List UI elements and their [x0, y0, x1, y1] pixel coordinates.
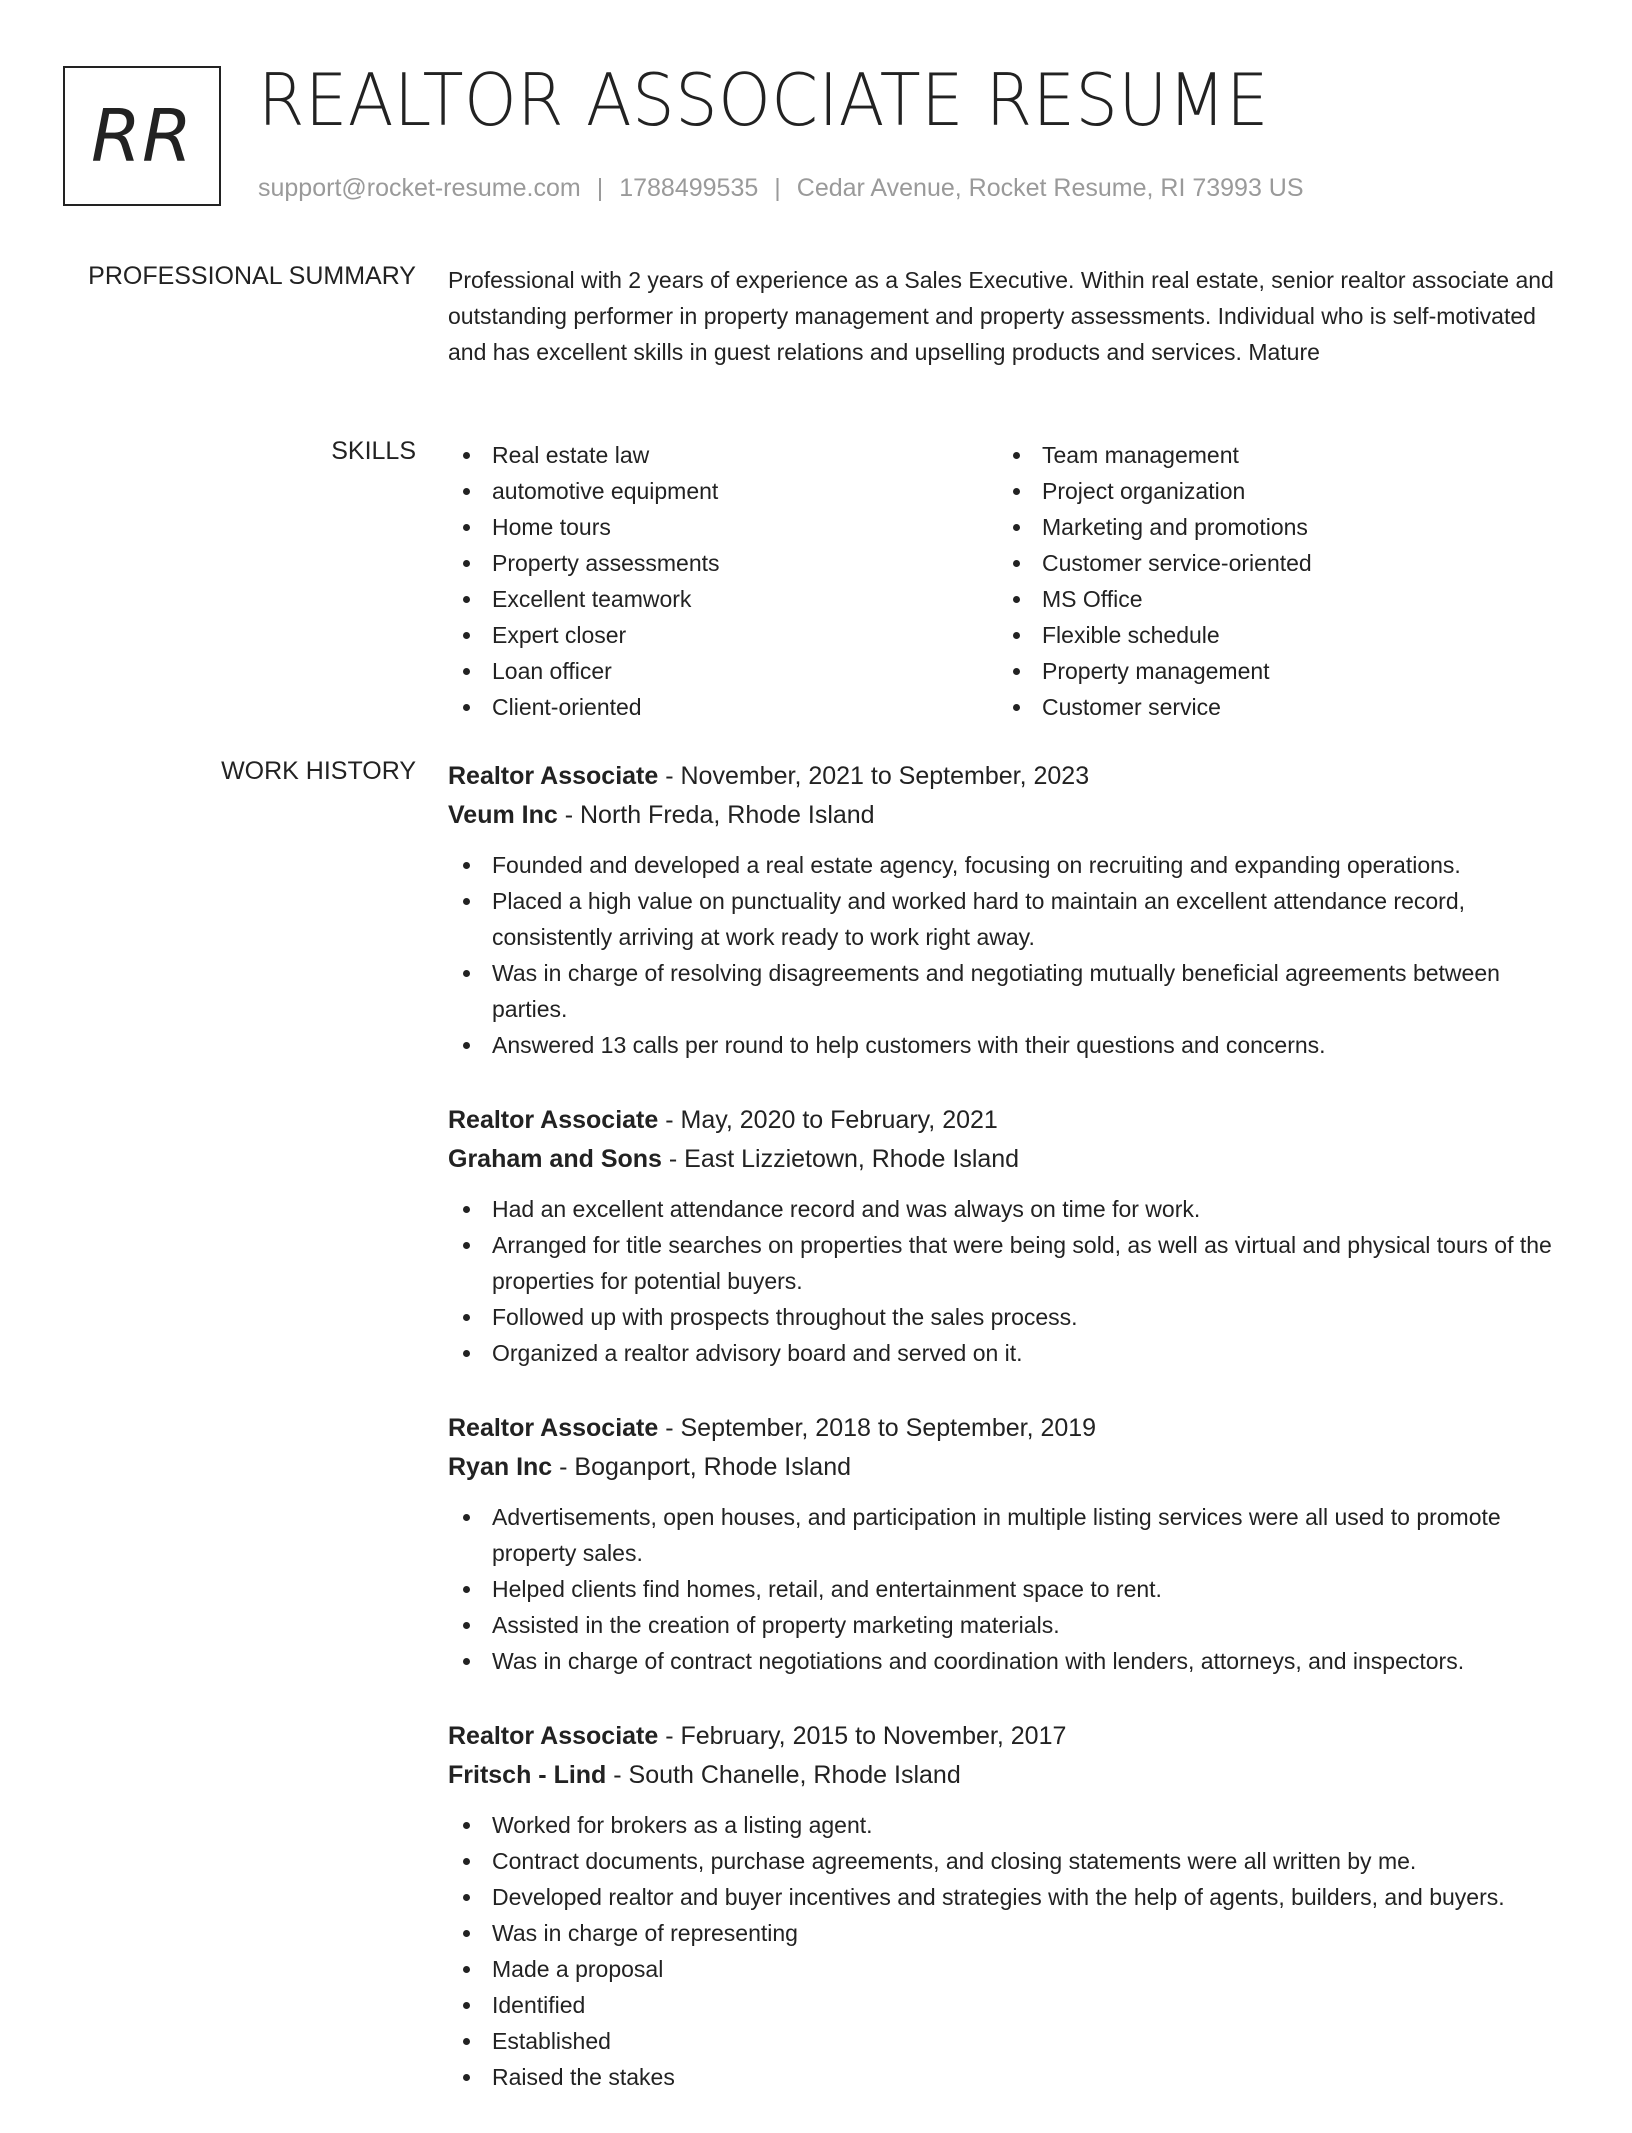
job-bullet: Assisted in the creation of property marketing materials. — [448, 1607, 1558, 1643]
summary-text: Professional with 2 years of experience as a Sales Executive. Within real estate, senior realtor associate and outstanding performer in property management and property assessments. Individual who is self-motivated and has excellent skills in guest relations and upselling products and services. Mature — [448, 267, 1554, 365]
skills-column-left — [448, 437, 998, 725]
job-location: - Boganport, Rhode Island — [552, 1453, 852, 1481]
job-title-line — [448, 1717, 1558, 1756]
job-company-line — [448, 1448, 1558, 1487]
job-bullet: Advertisements, open houses, and participation in multiple listing services were all used to promote property sales. — [448, 1499, 1558, 1571]
job-bullet: Answered 13 calls per round to help customers with their questions and concerns. — [448, 1027, 1558, 1063]
job-title-line — [448, 1101, 1558, 1140]
job-dates: - May, 2020 to February, 2021 — [658, 1106, 998, 1134]
skill-item: Customer service-oriented — [998, 545, 1548, 581]
job-location: - East Lizzietown, Rhode Island — [661, 1145, 1020, 1173]
job-title: Realtor Associate — [448, 1106, 659, 1134]
job-bullet: Had an excellent attendance record and was always on time for work. — [448, 1191, 1558, 1227]
job-dates: - February, 2015 to November, 2017 — [658, 1722, 1067, 1750]
skill-item: Home tours — [448, 509, 998, 545]
job-bullet: Contract documents, purchase agreements, and closing statements were all written by me. — [448, 1843, 1558, 1879]
skill-item: Real estate law — [448, 437, 998, 473]
resume-title: REALTOR ASSOCIATE RESUME — [258, 58, 1269, 142]
job-bullet: Raised the stakes — [448, 2059, 1558, 2095]
job-bullet: Developed realtor and buyer incentives and strategies with the help of agents, builders, and buyers. — [448, 1879, 1558, 1915]
contact-line — [258, 174, 1304, 203]
skill-item: Client-oriented — [448, 689, 998, 725]
job-location: - South Chanelle, Rhode Island — [606, 1761, 961, 1789]
job-company: Veum Inc — [448, 801, 558, 829]
job-bullets — [448, 847, 1558, 1063]
job-bullet: Identified — [448, 1987, 1558, 2023]
job-entry — [448, 1101, 1558, 1371]
job-company: Ryan Inc — [448, 1453, 553, 1481]
contact-email: support@rocket-resume.com — [258, 174, 581, 202]
skills-heading: SKILLS — [331, 437, 416, 465]
skill-item: Marketing and promotions — [998, 509, 1548, 545]
skill-item: Property management — [998, 653, 1548, 689]
monogram-badge — [63, 66, 221, 206]
job-bullet: Was in charge of contract negotiations and coordination with lenders, attorneys, and inspectors. — [448, 1643, 1558, 1679]
job-bullet: Made a proposal — [448, 1951, 1558, 1987]
skill-item: Loan officer — [448, 653, 998, 689]
job-bullet: Established — [448, 2023, 1558, 2059]
job-bullet: Founded and developed a real estate agency, focusing on recruiting and expanding operations. — [448, 847, 1558, 883]
job-dates: - November, 2021 to September, 2023 — [658, 762, 1090, 790]
skill-item: Team management — [998, 437, 1548, 473]
job-bullets — [448, 1807, 1558, 2095]
skill-item: Property assessments — [448, 545, 998, 581]
job-title-line — [448, 757, 1558, 796]
skill-item: MS Office — [998, 581, 1548, 617]
job-bullet: Helped clients find homes, retail, and entertainment space to rent. — [448, 1571, 1558, 1607]
skill-item: Project organization — [998, 473, 1548, 509]
job-bullet: Followed up with prospects throughout the sales process. — [448, 1299, 1558, 1335]
skills-column-right — [998, 437, 1548, 725]
job-bullet: Worked for brokers as a listing agent. — [448, 1807, 1558, 1843]
job-bullet: Was in charge of representing — [448, 1915, 1558, 1951]
job-dates: - September, 2018 to September, 2019 — [658, 1414, 1097, 1442]
job-location: - North Freda, Rhode Island — [557, 801, 875, 829]
summary-heading: PROFESSIONAL SUMMARY — [88, 262, 416, 290]
contact-address: Cedar Avenue, Rocket Resume, RI 73993 US — [796, 174, 1304, 202]
job-company-line — [448, 1756, 1558, 1795]
monogram-initials: RR — [90, 94, 194, 178]
job-entry — [448, 1409, 1558, 1679]
job-title-line — [448, 1409, 1558, 1448]
job-title: Realtor Associate — [448, 1414, 659, 1442]
skill-item: Flexible schedule — [998, 617, 1548, 653]
job-entry — [448, 1717, 1558, 2095]
work-history-heading: WORK HISTORY — [221, 757, 416, 785]
job-company: Fritsch - Lind — [448, 1761, 607, 1789]
job-bullet: Was in charge of resolving disagreements and negotiating mutually beneficial agreements between parties. — [448, 955, 1558, 1027]
skill-item: automotive equipment — [448, 473, 998, 509]
skill-item: Expert closer — [448, 617, 998, 653]
job-entry — [448, 757, 1558, 1063]
job-title: Realtor Associate — [448, 762, 659, 790]
job-bullet: Placed a high value on punctuality and worked hard to maintain an excellent attendance record, consistently arriving at work ready to work right away. — [448, 883, 1558, 955]
job-bullet: Arranged for title searches on properties that were being sold, as well as virtual and physical tours of the properties for potential buyers. — [448, 1227, 1558, 1299]
job-bullets — [448, 1191, 1558, 1371]
skill-item: Excellent teamwork — [448, 581, 998, 617]
job-company-line — [448, 796, 1558, 835]
contact-separator: | — [774, 174, 781, 202]
skill-item: Customer service — [998, 689, 1548, 725]
job-bullets — [448, 1499, 1558, 1679]
contact-phone: 1788499535 — [619, 174, 759, 202]
contact-separator: | — [596, 174, 604, 202]
job-company-line — [448, 1140, 1558, 1179]
job-company: Graham and Sons — [448, 1145, 662, 1173]
job-title: Realtor Associate — [448, 1722, 659, 1750]
job-bullet: Organized a realtor advisory board and served on it. — [448, 1335, 1558, 1371]
